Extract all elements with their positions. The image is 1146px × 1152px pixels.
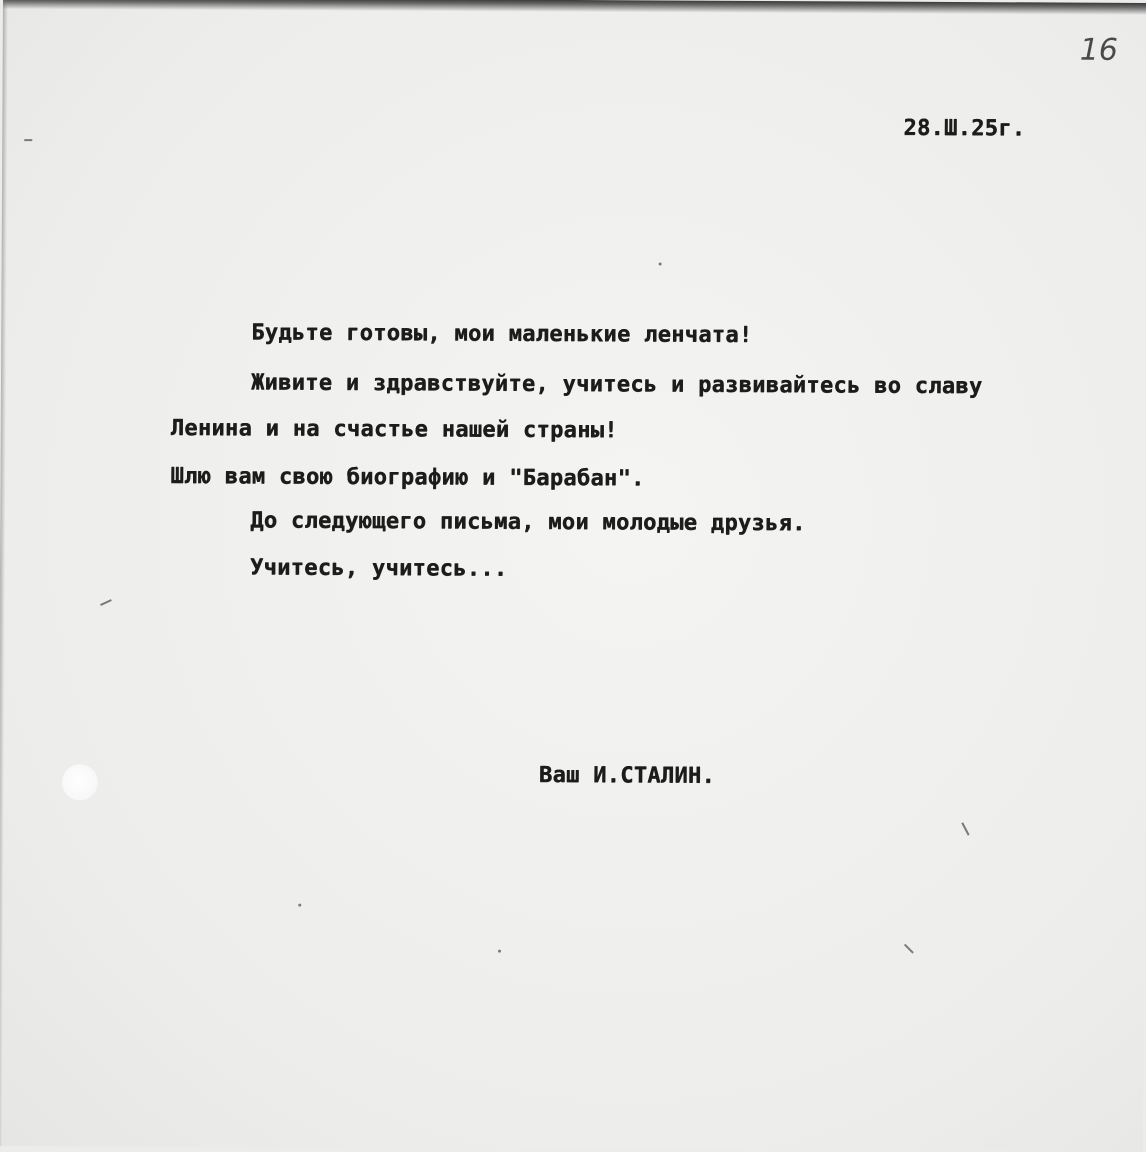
scan-mark <box>100 599 112 605</box>
letter-line: До следующего письма, мои молодые друзья. <box>250 508 806 537</box>
scan-top-edge <box>3 0 1146 15</box>
scan-mark <box>298 904 301 907</box>
letter-line: Ленина и на счастье нашей страны! <box>170 415 618 444</box>
punch-hole <box>62 764 98 800</box>
letter-signature: Ваш И.СТАЛИН. <box>538 762 716 789</box>
scan-mark <box>498 950 501 953</box>
letter-line: Живите и здравствуйте, учитесь и развивайтесь во славу <box>250 370 983 400</box>
letter-line: Шлю вам свою биографию и "Барабан". <box>170 463 645 492</box>
scan-mark <box>904 944 914 954</box>
letter-date: 28.Ш.25г. <box>903 115 1026 142</box>
letter-line: Учитесь, учитесь... <box>249 555 508 582</box>
scan-left-edge <box>0 0 8 1146</box>
scan-mark <box>659 262 662 265</box>
letter-line: Будьте готовы, мои маленькие ленчата! <box>251 320 753 348</box>
scan-mark <box>962 822 970 835</box>
handwritten-page-number: 16 <box>1079 32 1119 68</box>
scan-mark <box>24 139 32 141</box>
